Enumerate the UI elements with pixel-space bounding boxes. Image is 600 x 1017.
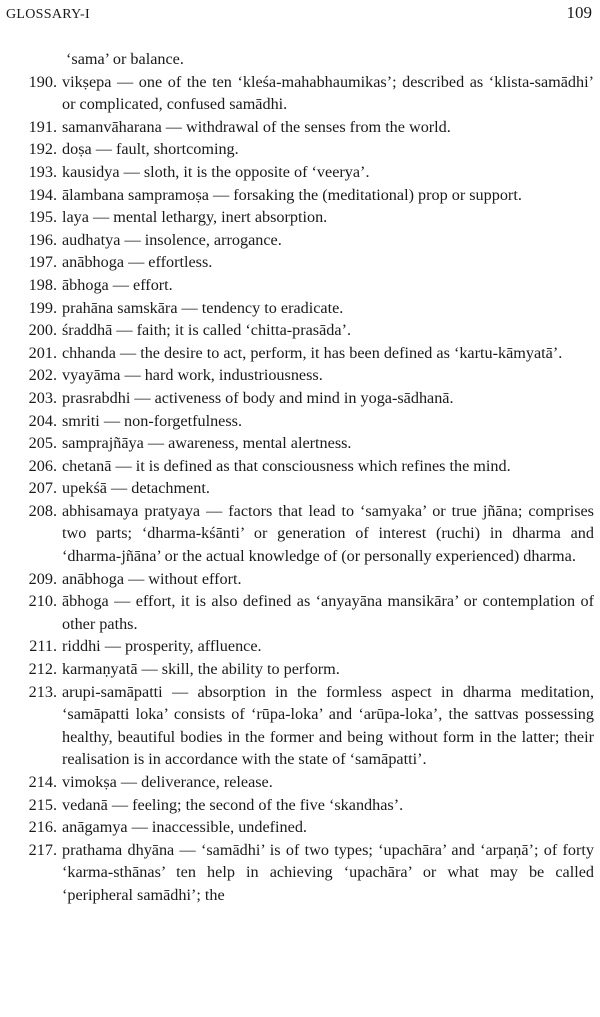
entry-number: 200. [28, 321, 57, 340]
entry-text: karmaṇyatā — skill, the ability to perform. [62, 660, 340, 679]
page-header [6, 3, 592, 23]
entry-number: 213. [28, 682, 57, 701]
glossary-entry [0, 794, 600, 817]
entry-text: anābhoga — effortless. [62, 253, 213, 272]
glossary-entry [0, 816, 600, 839]
running-title: GLOSSARY-I [6, 7, 90, 22]
entry-number: 193. [28, 162, 57, 181]
glossary-entry [0, 568, 600, 591]
entry-number: 197. [28, 253, 57, 272]
entry-number: 216. [28, 818, 57, 837]
entry-text: samprajñāya — awareness, mental alertness. [62, 434, 352, 453]
entry-number: 191. [28, 117, 57, 136]
glossary-entry [0, 116, 600, 139]
page-number: 109 [566, 3, 592, 22]
entry-number: 198. [28, 275, 57, 294]
entry-number: 209. [28, 569, 57, 588]
entry-number: 190. [28, 72, 57, 91]
entry-text: arupi-samāpatti — absorption in the formless aspect in dharma meditation, ‘samāpatti loka’ consists of ‘rūpa-loka’ and ‘arūpa-loka’, the sattvas possessing healthy, beautiful bodies in the former and being without form in the latter; their realisation is in accordance with the state of ‘samāpatti’. [62, 682, 594, 769]
entry-text: vimokṣa — deliverance, release. [62, 773, 273, 791]
entry-text: kausidya — sloth, it is the opposite of ‘veerya’. [62, 162, 370, 181]
glossary-entry [0, 477, 600, 500]
glossary-entry [0, 839, 600, 907]
entry-text: prasrabdhi — activeness of body and mind in yoga-sādhanā. [62, 388, 454, 407]
glossary-entry [0, 251, 600, 274]
glossary-entry [0, 71, 600, 116]
glossary-entry [0, 681, 600, 771]
entry-number: 210. [28, 592, 57, 611]
entry-number: 196. [28, 230, 57, 249]
entry-number: 199. [28, 298, 57, 317]
entry-number: 195. [28, 208, 57, 227]
glossary-entry [0, 319, 600, 342]
entry-number: 208. [28, 501, 57, 520]
glossary-entry [0, 635, 600, 658]
entry-text: vyayāma — hard work, industriousness. [62, 366, 323, 385]
entry-text: audhatya — insolence, arrogance. [62, 230, 282, 249]
glossary-entry [0, 364, 600, 387]
entry-text: smriti — non-forgetfulness. [62, 411, 242, 430]
entry-number: 214. [28, 773, 57, 791]
glossary-entry [0, 274, 600, 297]
entry-number: 192. [28, 140, 57, 159]
glossary-entry [0, 229, 600, 252]
entry-number: 212. [28, 660, 57, 679]
entry-text: chetanā — it is defined as that consciousness which refines the mind. [62, 456, 511, 475]
glossary-entry [0, 590, 600, 635]
entry-number: 205. [28, 434, 57, 453]
entry-text: abhisamaya pratyaya — factors that lead to ‘samyaka’ or true jñāna; comprises two parts; ‘dharma-kśānti’ or generation of interest (ruchi) in dharma and ‘dharma-jñāna’ or the actual knowledge of (or personally experienced) dharma. [62, 501, 594, 566]
entry-text: chhanda — the desire to act, perform, it has been defined as ‘kartu-kāmyatā’. [62, 343, 563, 362]
entry-number: 201. [28, 343, 57, 362]
entry-number: 204. [28, 411, 57, 430]
entry-text: doṣa — fault, shortcoming. [62, 140, 239, 159]
entry-number: 211. [29, 637, 57, 656]
glossary-entry [0, 658, 600, 681]
entry-text: ābhoga — effort. [62, 275, 173, 294]
entry-text: ālambana sampramoṣa — forsaking the (meditational) prop or support. [62, 185, 522, 204]
entry-number: 202. [28, 366, 57, 385]
entry-number: 215. [28, 795, 57, 814]
entry-text: riddhi — prosperity, affluence. [62, 637, 262, 656]
glossary-entry [0, 161, 600, 184]
entry-text: anābhoga — without effort. [62, 569, 242, 588]
entry-number: 194. [28, 185, 57, 204]
entry-number: 207. [28, 479, 57, 498]
glossary-entry [0, 184, 600, 207]
glossary-entry [0, 387, 600, 410]
entry-text: vikṣepa — one of the ten ‘kleśa-mahabhaumikas’; described as ‘klista-samādhi’ or complicated, confused samādhi. [62, 72, 594, 114]
entry-text: laya — mental lethargy, inert absorption. [62, 208, 328, 227]
entry-text: prathama dhyāna — ‘samādhi’ is of two types; ‘upachāra’ and ‘arpaṇā’; of forty ‘karma-sthānas’ ten help in achieving ‘upachāra’ or what may be called ‘peripheral samādhi’; the [62, 840, 594, 904]
glossary-entry [0, 500, 600, 568]
glossary-entry [0, 342, 600, 365]
glossary-entry [0, 771, 600, 794]
glossary-entries [0, 48, 600, 907]
entry-text: samanvāharana — withdrawal of the senses from the world. [62, 117, 451, 136]
entry-text: prahāna samskāra — tendency to eradicate. [62, 298, 344, 317]
entry-text: ābhoga — effort, it is also defined as ‘anyayāna mansikāra’ or contemplation of other paths. [62, 592, 594, 633]
glossary-entry [0, 455, 600, 478]
glossary-entry [0, 297, 600, 320]
glossary-entry [0, 432, 600, 455]
entry-text: anāgamya — inaccessible, undefined. [62, 818, 307, 837]
entry-text: śraddhā — faith; it is called ‘chitta-prasāda’. [62, 321, 352, 340]
entry-number: 206. [28, 456, 57, 475]
continued-text: ‘sama’ or balance. [66, 50, 184, 68]
entry-number: 217. [28, 840, 57, 859]
entry-number: 203. [28, 388, 57, 407]
glossary-entry [0, 206, 600, 229]
entry-text: upekśā — detachment. [62, 479, 210, 498]
glossary-entry [0, 138, 600, 161]
entry-text: vedanā — feeling; the second of the five ‘skandhas’. [62, 795, 404, 814]
glossary-entry [0, 410, 600, 433]
